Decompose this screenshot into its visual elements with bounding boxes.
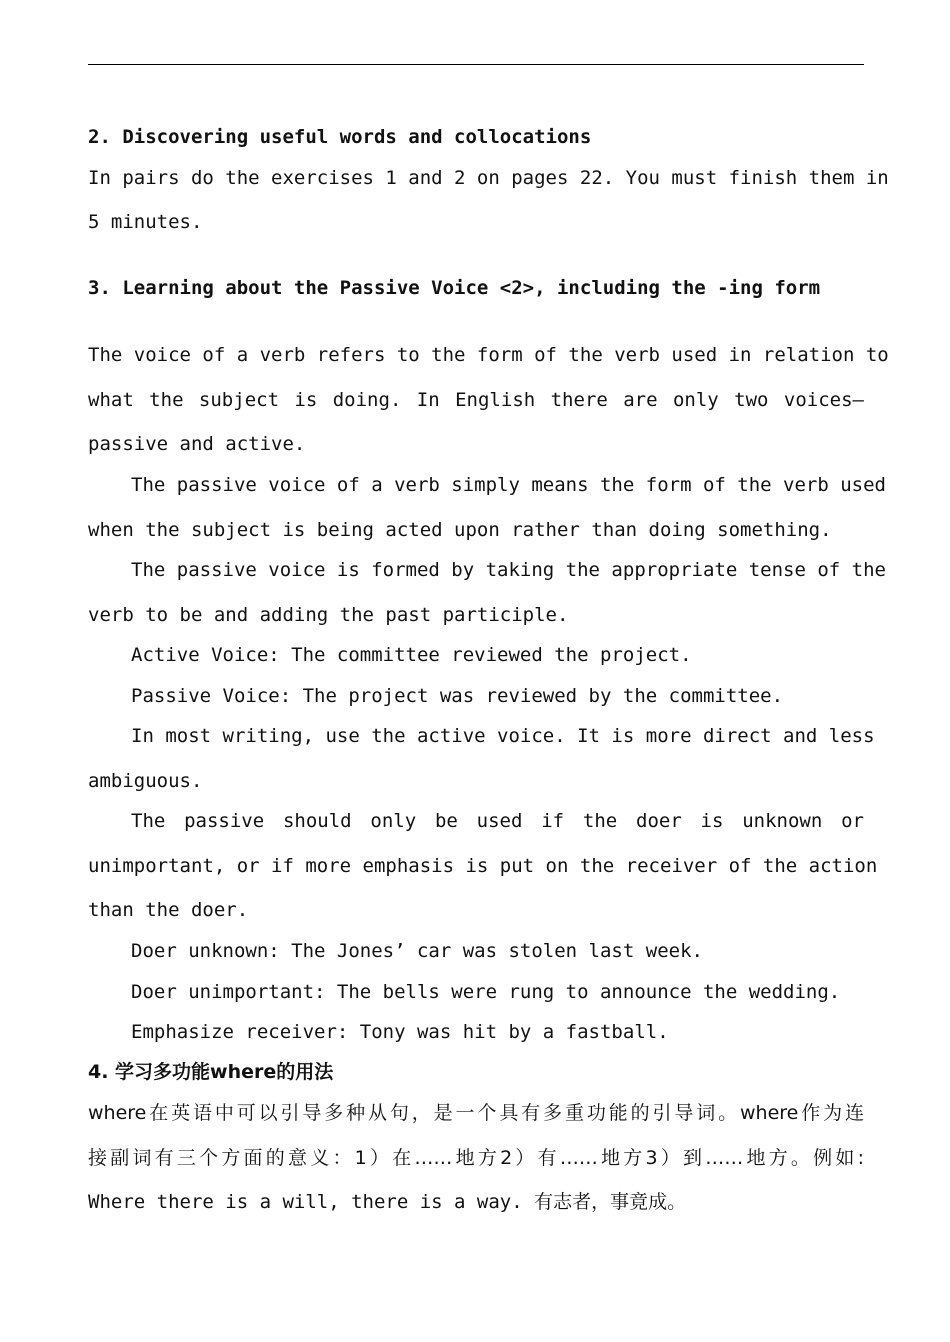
paragraph-line: The passive should only be used if the doer is unknown or xyxy=(131,810,864,832)
paragraph-line: verb to be and adding the past participle. xyxy=(88,604,569,626)
example-active-voice: Active Voice: The committee reviewed the project. xyxy=(131,644,692,666)
paragraph-line: what the subject is doing. In English there are only two voices— xyxy=(88,389,864,411)
paragraph-line: ambiguous. xyxy=(88,770,203,792)
paragraph-line: The voice of a verb refers to the form of the verb used in relation to xyxy=(88,344,889,366)
section-4-line-2: 接副词有三个方面的意义：1）在……地方2）有……地方3）到……地方。例如: xyxy=(88,1147,864,1169)
section-4-heading: 4. 学习多功能where的用法 xyxy=(88,1061,334,1083)
section-2-heading: 2. Discovering useful words and collocations xyxy=(88,126,592,148)
example-doer-unimportant: Doer unimportant: The bells were rung to announce the wedding. xyxy=(131,981,841,1003)
section-4-line-3: Where there is a will, there is a way. 有志者，事竟成。 xyxy=(88,1191,687,1213)
example-passive-voice: Passive Voice: The project was reviewed by the committee. xyxy=(131,685,784,707)
paragraph-line: The passive voice of a verb simply means the form of the verb used xyxy=(131,474,886,496)
paragraph-line: when the subject is being acted upon rather than doing something. xyxy=(88,519,832,541)
example-emphasize-receiver: Emphasize receiver: Tony was hit by a fastball. xyxy=(131,1021,669,1043)
paragraph-line: unimportant, or if more emphasis is put on the receiver of the action xyxy=(88,855,878,877)
section-2-line-1: In pairs do the exercises 1 and 2 on pages 22. You must finish them in xyxy=(88,167,889,189)
section-2-line-2: 5 minutes. xyxy=(88,211,203,233)
paragraph-line: In most writing, use the active voice. It is more direct and less xyxy=(131,725,875,747)
paragraph-line: than the doer. xyxy=(88,899,249,921)
paragraph-line: passive and active. xyxy=(88,433,306,455)
example-doer-unknown: Doer unknown: The Jones’ car was stolen last week. xyxy=(131,940,703,962)
section-3-heading: 3. Learning about the Passive Voice <2>, including the -ing form xyxy=(88,277,821,299)
header-rule xyxy=(88,64,864,65)
paragraph-line: The passive voice is formed by taking the appropriate tense of the xyxy=(131,559,886,581)
section-4-line-1: where在英语中可以引导多种从句，是一个具有多重功能的引导词。where作为连 xyxy=(88,1102,864,1124)
